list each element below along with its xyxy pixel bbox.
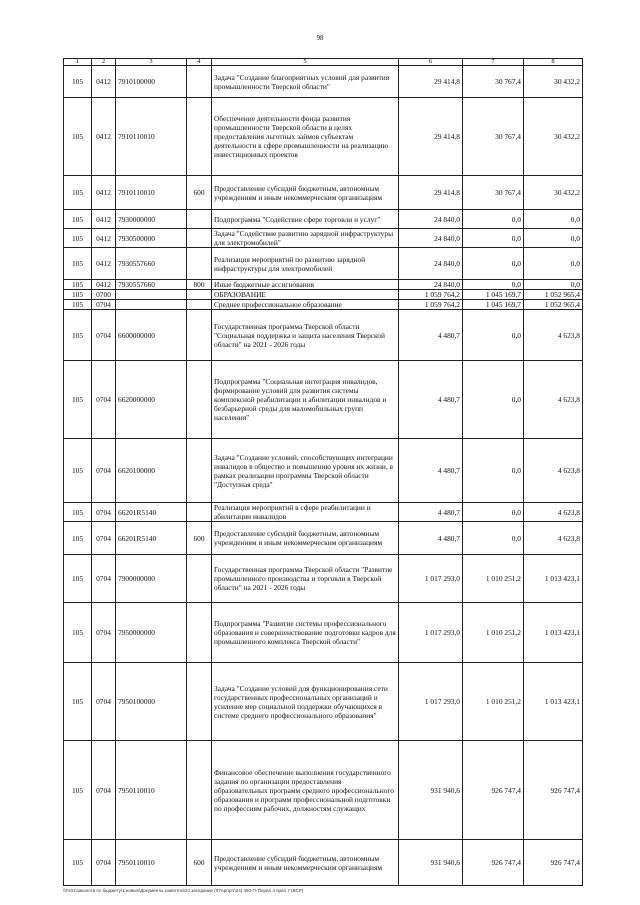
row-budget-code: 6620000000: [116, 361, 187, 439]
row-value-8: 0,0: [524, 248, 583, 280]
row-col-2: 0412: [92, 66, 116, 98]
row-col-2: 0412: [92, 248, 116, 280]
row-name: Предоставление субсидий бюджетным, автономным учреждениям и иным некоммерческим организациям: [212, 522, 399, 555]
row-col-1: 105: [64, 310, 92, 361]
row-col-2: 0704: [92, 663, 116, 741]
row-col-2: 0704: [92, 522, 116, 555]
row-value-7: 0,0: [463, 522, 524, 555]
row-value-8: 1 052 965,4: [524, 300, 583, 310]
table-row: [64, 840, 583, 886]
row-value-6: 4 480,7: [399, 439, 463, 503]
row-name: ОБРАЗОВАНИЕ: [212, 290, 399, 300]
row-value-7: 30 767,4: [463, 176, 524, 210]
row-col-2: 0412: [92, 176, 116, 210]
table-row: [64, 361, 583, 439]
row-expense-type: [187, 603, 212, 663]
row-value-6: 24 840,0: [399, 210, 463, 229]
row-value-7: 0,0: [463, 210, 524, 229]
row-value-7: 0,0: [463, 280, 524, 290]
row-expense-type: [187, 503, 212, 522]
row-col-1: 105: [64, 663, 92, 741]
row-name: Подпрограмма "Социальная интеграция инвалидов, формирование условий для развития системы комплексной реабилитации и абилитации инвалидов и безбарьерной среды для маломобильных групп населения": [212, 361, 399, 439]
table-row: [64, 66, 583, 98]
row-name: Среднее профессиональное образование: [212, 300, 399, 310]
row-col-2: 0704: [92, 555, 116, 603]
row-value-8: 4 623,8: [524, 361, 583, 439]
row-value-6: 4 480,7: [399, 361, 463, 439]
budget-table: [63, 58, 583, 886]
row-budget-code: 7930557660: [116, 248, 187, 280]
row-col-1: 105: [64, 229, 92, 248]
header-col-5: 5: [212, 59, 399, 66]
row-value-7: 0,0: [463, 229, 524, 248]
row-value-6: 29 414,8: [399, 66, 463, 98]
row-name: Подпрограмма "Содействие сфере торговли и услуг": [212, 210, 399, 229]
row-budget-code: 6620100000: [116, 439, 187, 503]
row-budget-code: 7950110010: [116, 741, 187, 840]
row-value-7: 0,0: [463, 248, 524, 280]
row-value-8: 4 623,8: [524, 439, 583, 503]
header-col-1: 1: [64, 59, 92, 66]
row-col-2: 0704: [92, 741, 116, 840]
header-col-3: 3: [116, 59, 187, 66]
row-col-1: 105: [64, 176, 92, 210]
row-budget-code: 7910110010: [116, 98, 187, 176]
row-col-1: 105: [64, 290, 92, 300]
table-row: [64, 300, 583, 310]
row-expense-type: 600: [187, 840, 212, 886]
row-value-6: 24 840,0: [399, 280, 463, 290]
row-col-1: 105: [64, 439, 92, 503]
row-value-8: 4 623,8: [524, 522, 583, 555]
table-row: [64, 210, 583, 229]
row-value-6: 29 414,8: [399, 98, 463, 176]
row-col-1: 105: [64, 555, 92, 603]
page-number: 98: [316, 34, 324, 42]
row-budget-code: 7910110010: [116, 176, 187, 210]
row-value-8: 4 623,8: [524, 503, 583, 522]
row-col-1: 105: [64, 280, 92, 290]
header-col-6: 6: [399, 59, 463, 66]
row-name: Задача "Создание условий для функционирования сети государственных профессиональных организаций и усиление мер социальной поддержки обучающихся в системе среднего профессионального образования": [212, 663, 399, 741]
table-row: [64, 280, 583, 290]
row-value-6: 24 840,0: [399, 229, 463, 248]
row-budget-code: 7930500000: [116, 229, 187, 248]
row-value-7: 1 010 251,2: [463, 555, 524, 603]
row-budget-code: 7930000000: [116, 210, 187, 229]
row-budget-code: 7900000000: [116, 555, 187, 603]
row-expense-type: [187, 555, 212, 603]
row-budget-code: [116, 290, 187, 300]
row-value-7: 1 010 251,2: [463, 603, 524, 663]
row-value-6: 1 059 764,2: [399, 300, 463, 310]
row-col-1: 105: [64, 741, 92, 840]
header-col-2: 2: [92, 59, 116, 66]
row-value-8: 1 052 965,4: [524, 290, 583, 300]
table-row: [64, 248, 583, 280]
header-row: [64, 59, 583, 66]
row-value-8: 30 432,2: [524, 98, 583, 176]
row-name: Государственная программа Тверской области "Развитие промышленного производства и торговли в Тверской области" на 2021 - 2026 годы: [212, 555, 399, 603]
row-value-8: 926 747,4: [524, 840, 583, 886]
row-value-7: 30 767,4: [463, 66, 524, 98]
row-name: Задача "Создание условий, способствующих интеграции инвалидов в общество и повышению уровня их жизни, в рамках реализации программы Тверской области "Доступная среда": [212, 439, 399, 503]
row-value-7: 926 747,4: [463, 741, 524, 840]
row-value-8: 1 013 423,1: [524, 663, 583, 741]
header-col-4: 4: [187, 59, 212, 66]
table-row: [64, 229, 583, 248]
row-value-8: 1 013 423,1: [524, 603, 583, 663]
row-value-7: 0,0: [463, 439, 524, 503]
row-value-6: 931 940,6: [399, 840, 463, 886]
row-col-2: 0704: [92, 439, 116, 503]
row-value-7: 30 767,4: [463, 98, 524, 176]
row-value-8: 1 013 423,1: [524, 555, 583, 603]
row-value-8: 0,0: [524, 210, 583, 229]
row-col-2: 0412: [92, 210, 116, 229]
table-row: [64, 603, 583, 663]
row-col-2: 0412: [92, 98, 116, 176]
table-row: [64, 663, 583, 741]
row-budget-code: 7950110010: [116, 840, 187, 886]
table-row: [64, 555, 583, 603]
row-col-2: 0700: [92, 290, 116, 300]
row-expense-type: [187, 98, 212, 176]
row-expense-type: 600: [187, 522, 212, 555]
row-value-6: 1 017 293,0: [399, 603, 463, 663]
row-value-8: 30 432,2: [524, 176, 583, 210]
table-row: [64, 522, 583, 555]
row-value-6: 4 480,7: [399, 522, 463, 555]
row-name: Предоставление субсидий бюджетным, автономным учреждениям и иным некоммерческим организациям: [212, 176, 399, 210]
row-col-2: 0412: [92, 229, 116, 248]
table-row: [64, 503, 583, 522]
row-value-6: 24 840,0: [399, 248, 463, 280]
row-name: Реализация мероприятий по развитию зарядной инфраструктуры для электромобилей: [212, 248, 399, 280]
row-value-7: 1 010 251,2: [463, 663, 524, 741]
row-value-6: 1 017 293,0: [399, 663, 463, 741]
row-expense-type: [187, 66, 212, 98]
row-budget-code: 7910100000: [116, 66, 187, 98]
row-value-7: 1 045 169,7: [463, 300, 524, 310]
row-name: Иные бюджетные ассигнования: [212, 280, 399, 290]
row-name: Государственная программа Тверской области "Социальная поддержка и защита населения Тверской области" на 2021 - 2026 годы: [212, 310, 399, 361]
row-name: Задача "Содействие развитию зарядной инфраструктуры для электромобилей": [212, 229, 399, 248]
row-value-7: 926 747,4: [463, 840, 524, 886]
row-col-1: 105: [64, 66, 92, 98]
row-expense-type: 600: [187, 176, 212, 210]
row-name: Подпрограмма "Развитие системы профессионального образования и совершенствование подготовки кадров для промышленного комплекса Тверской области": [212, 603, 399, 663]
row-expense-type: [187, 439, 212, 503]
row-name: Предоставление субсидий бюджетным, автономным учреждениям и иным некоммерческим организациям: [212, 840, 399, 886]
row-value-6: 1 059 764,2: [399, 290, 463, 300]
row-col-1: 105: [64, 603, 92, 663]
row-col-2: 0704: [92, 840, 116, 886]
row-budget-code: 66201R5140: [116, 503, 187, 522]
row-value-6: 4 480,7: [399, 503, 463, 522]
table-row: [64, 741, 583, 840]
row-col-2: 0704: [92, 310, 116, 361]
row-value-6: 29 414,8: [399, 176, 463, 210]
row-name: Обеспечение деятельности фонда развития промышленности Тверской области в целях предоставления льготных займов субъектам деятельности в сфере промышленности на реализацию инвестиционных проектов: [212, 98, 399, 176]
row-value-8: 926 747,4: [524, 741, 583, 840]
row-col-2: 0412: [92, 280, 116, 290]
row-expense-type: [187, 210, 212, 229]
row-budget-code: 7930557660: [116, 280, 187, 290]
row-value-6: 931 940,6: [399, 741, 463, 840]
row-value-6: 4 480,7: [399, 310, 463, 361]
row-budget-code: [116, 300, 187, 310]
table-row: [64, 439, 583, 503]
row-budget-code: 7950000000: [116, 603, 187, 663]
row-budget-code: 6600000000: [116, 310, 187, 361]
row-expense-type: [187, 663, 212, 741]
table-row: [64, 310, 583, 361]
row-col-1: 105: [64, 522, 92, 555]
row-budget-code: 66201R5140: [116, 522, 187, 555]
row-expense-type: [187, 290, 212, 300]
table-row: [64, 290, 583, 300]
row-col-1: 105: [64, 248, 92, 280]
row-value-7: 1 045 169,7: [463, 290, 524, 300]
row-value-8: 30 432,2: [524, 66, 583, 98]
row-budget-code: 7950100000: [116, 663, 187, 741]
row-expense-type: [187, 300, 212, 310]
row-col-1: 105: [64, 840, 92, 886]
row-col-1: 105: [64, 98, 92, 176]
row-expense-type: [187, 361, 212, 439]
row-name: Финансовое обеспечение выполнения государственного задания по организации предоставления образовательных программ среднего профессионального образования и программ профессиональной подготовки по профессиям рабочих, должностям служащих: [212, 741, 399, 840]
row-col-2: 0704: [92, 603, 116, 663]
row-value-6: 1 017 293,0: [399, 555, 463, 603]
row-name: Реализация мероприятий в сфере реабилитации и абилитации инвалидов: [212, 503, 399, 522]
table-row: [64, 176, 583, 210]
row-expense-type: [187, 248, 212, 280]
header-col-7: 7: [463, 59, 524, 66]
footer-file-path: \\Fs01\законотв по бюджету\1 новые\Документы комитета\24 заседание (07Apr\prr\24) 460-П-7\прил 4 прил 7 (ВСР): [63, 888, 304, 893]
row-col-2: 0704: [92, 361, 116, 439]
row-value-7: 0,0: [463, 361, 524, 439]
row-col-1: 105: [64, 361, 92, 439]
row-value-7: 0,0: [463, 503, 524, 522]
row-value-7: 0,0: [463, 310, 524, 361]
table-row: [64, 98, 583, 176]
row-expense-type: [187, 310, 212, 361]
header-col-8: 8: [524, 59, 583, 66]
row-expense-type: 800: [187, 280, 212, 290]
row-value-8: 0,0: [524, 280, 583, 290]
row-col-1: 105: [64, 503, 92, 522]
row-col-2: 0704: [92, 300, 116, 310]
row-col-1: 105: [64, 210, 92, 229]
row-col-1: 105: [64, 300, 92, 310]
row-value-8: 4 623,8: [524, 310, 583, 361]
row-expense-type: [187, 229, 212, 248]
row-name: Задача "Создание благоприятных условий для развития промышленности Тверской области": [212, 66, 399, 98]
row-col-2: 0704: [92, 503, 116, 522]
row-expense-type: [187, 741, 212, 840]
row-value-8: 0,0: [524, 229, 583, 248]
